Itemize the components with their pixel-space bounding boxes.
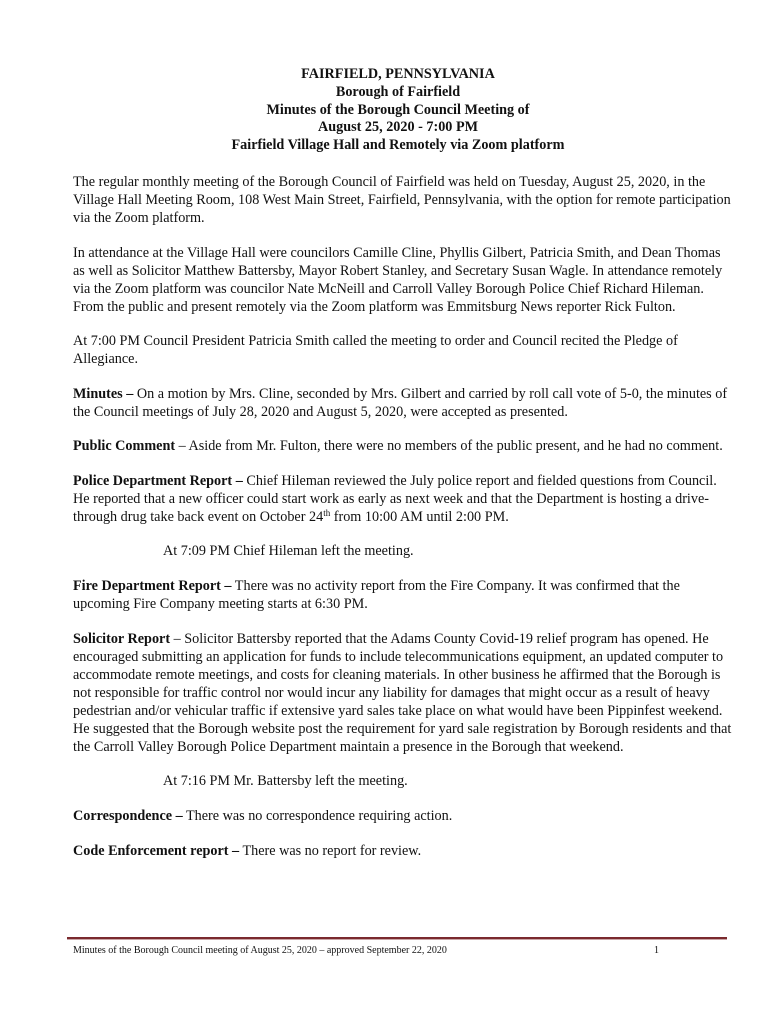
ordinal-suffix: th [323, 507, 331, 518]
public-comment-label: Public Comment [73, 438, 176, 454]
header-borough: Borough of Fairfield [335, 83, 461, 100]
police-report-text-end: from 10:00 AM until 2:00 PM. [330, 508, 509, 525]
correspondence-label: Correspondence – [73, 808, 183, 824]
code-enforcement-label: Code Enforcement report – [73, 842, 240, 859]
code-enforcement-text: There was no report for review. [239, 842, 422, 859]
correspondence-section [73, 807, 733, 825]
fire-report-label: Fire Department Report – [73, 578, 232, 594]
police-report-section [73, 472, 733, 526]
minutes-text: On a motion by Mrs. Cline, seconded by Mrs. Gilbert and carried by roll call vote of 5-0, the minutes of the Council meetings of July 28, 2020 and August 5, 2020, were accepted as presented. [73, 385, 728, 420]
battersby-departure-note: At 7:16 PM Mr. Battersby left the meeting. [163, 773, 408, 789]
correspondence-text: There was no correspondence requiring action. [182, 808, 453, 824]
attendance-paragraph: In attendance at the Village Hall were councilors Camille Cline, Phyllis Gilbert, Patricia Smith, and Dean Thomas as well as Solicitor Matthew Battersby, Mayor Robert Stanley, and Secretary Susan Wagle. In attendance remotely via the Zoom platform was councilor Nate McNeill and Carroll Valley Borough Police Chief Richard Hileman. From the public and present remotely via the Zoom platform was Emmitsburg News reporter Rick Fulton. [73, 244, 723, 315]
page-number: 1 [654, 945, 659, 956]
solicitor-report-section [73, 630, 733, 756]
document-header [0, 66, 770, 155]
fire-report-section [73, 577, 733, 613]
public-comment-text: – Aside from Mr. Fulton, there were no members of the public present, and he had no comment. [175, 438, 723, 454]
header-title: Minutes of the Borough Council Meeting of [266, 101, 530, 118]
footer-divider [67, 937, 727, 940]
police-report-label: Police Department Report – [73, 472, 243, 489]
solicitor-report-text: – Solicitor Battersby reported that the Adams County Covid-19 relief program has opened. He encouraged submitting an application for funds to include telecommunications equipment, an updated computer to accommodate remote meetings, and costs for cleaning materials. In other business he affirmed that the Borough is not responsible for traffic control nor would incur any liability for damages that might occur as a result of heavy pedestrian and/or vehicular traffic if extensive yard sales take place on what would have been Pippinfest weekend. He suggested that the Borough website post the requirement for yard sale registration by Borough residents and that the Carroll Valley Borough Police Department maintain a presence in the Borough that weekend. [73, 630, 732, 755]
footer-caption: Minutes of the Borough Council meeting of August 25, 2020 – approved September 22, 2020 [73, 945, 447, 956]
hileman-departure-note: At 7:09 PM Chief Hileman left the meeting. [163, 543, 414, 559]
header-location: Fairfield Village Hall and Remotely via Zoom platform [231, 137, 565, 154]
minutes-section [73, 385, 733, 421]
header-municipality: FAIRFIELD, PENNSYLVANIA [301, 66, 495, 82]
intro-paragraph: The regular monthly meeting of the Borough Council of Fairfield was held on Tuesday, August 25, 2020, in the Village Hall Meeting Room, 108 West Main Street, Fairfield, Pennsylvania, with the option for remote participation via the Zoom platform. [73, 174, 731, 226]
public-comment-section [73, 437, 733, 455]
document-body [73, 173, 733, 876]
police-report-text: Chief Hileman reviewed the July police report and fielded questions from Council. He reported that a new officer could start work as early as next week and that the Department is hosting a drive-through drug take back event on October 24 [73, 472, 717, 525]
solicitor-report-label: Solicitor Report [73, 630, 171, 647]
call-to-order-paragraph: At 7:00 PM Council President Patricia Smith called the meeting to order and Council recited the Pledge of Allegiance. [73, 333, 678, 367]
header-date: August 25, 2020 - 7:00 PM [318, 119, 478, 136]
fire-report-text: There was no activity report from the Fire Company. It was confirmed that the upcoming Fire Company meeting starts at 6:30 PM. [73, 578, 680, 612]
minutes-label: Minutes – [73, 385, 134, 402]
code-enforcement-section [73, 842, 733, 860]
